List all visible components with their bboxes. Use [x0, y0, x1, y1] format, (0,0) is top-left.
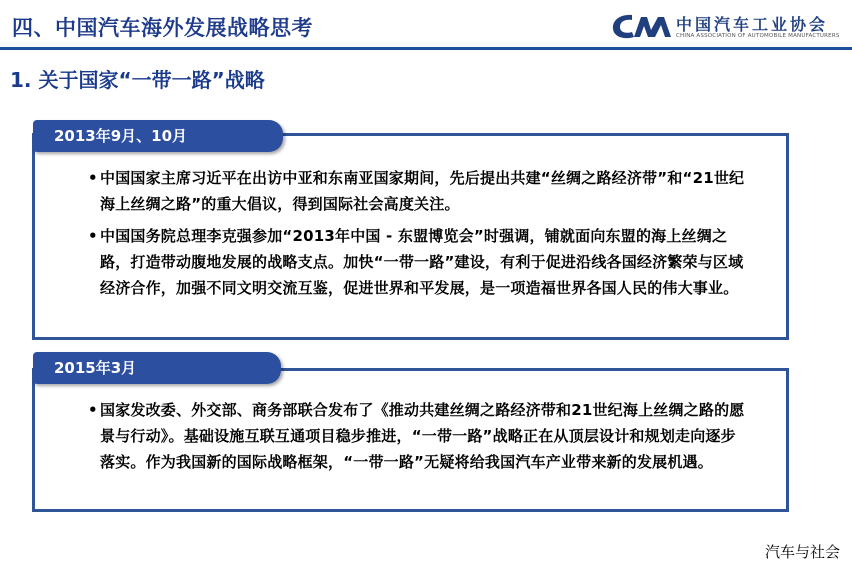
section-tab-2013: 2013年9月、10月 — [33, 120, 283, 152]
footer-caption: 汽车与社会 — [764, 543, 840, 561]
bullet-text: 国家发改委、外交部、商务部联合发布了《推动共建丝绸之路经济带和21世纪海上丝绸之路的愿景与行动》。基础设施互联互通项目稳步推进，“一带一路”战略正在从顶层设计和规划走向逐步落实。作为我国新的国际战略框架，“一带一路”无疑将给我国汽车产业带来新的发展机遇。 — [100, 401, 745, 471]
slide-title: 四、中国汽车海外发展战略思考 — [12, 16, 313, 40]
bullet-text: 中国国务院总理李克强参加“2013年中国 - 东盟博览会”时强调，铺就面向东盟的海上丝绸之路，打造带动腹地发展的战略支点。加快“一带一路”建设，有利于促进沿线各国经济繁荣与区域经济合作，加强不同文明交流互鉴，促进世界和平发展，是一项造福世界各国人民的伟大事业。 — [100, 227, 744, 297]
slide-header — [0, 0, 852, 50]
section-tab-2015: 2015年3月 — [33, 352, 281, 384]
bullet-item — [88, 397, 748, 475]
bullet-text: 中国国家主席习近平在出访中亚和东南亚国家期间，先后提出共建“丝绸之路经济带”和“21世纪海上丝绸之路”的重大倡议，得到国际社会高度关注。 — [100, 169, 745, 213]
logo-chinese-name: 中国汽车工业协会 — [676, 15, 829, 34]
bullet-dot: • — [88, 401, 98, 419]
caam-logo — [610, 8, 846, 44]
bullet-dot: • — [88, 169, 98, 187]
bullet-item — [88, 223, 748, 301]
bullet-dot: • — [88, 227, 98, 245]
header-divider — [0, 47, 852, 50]
logo-english-name: CHINA ASSOCIATION OF AUTOMOBILE MANUFACTURERS — [676, 33, 840, 39]
section-subtitle: 1. 关于国家“一带一路”战略 — [10, 68, 265, 92]
bullet-item — [88, 165, 748, 217]
caam-logo-icon — [610, 8, 672, 44]
